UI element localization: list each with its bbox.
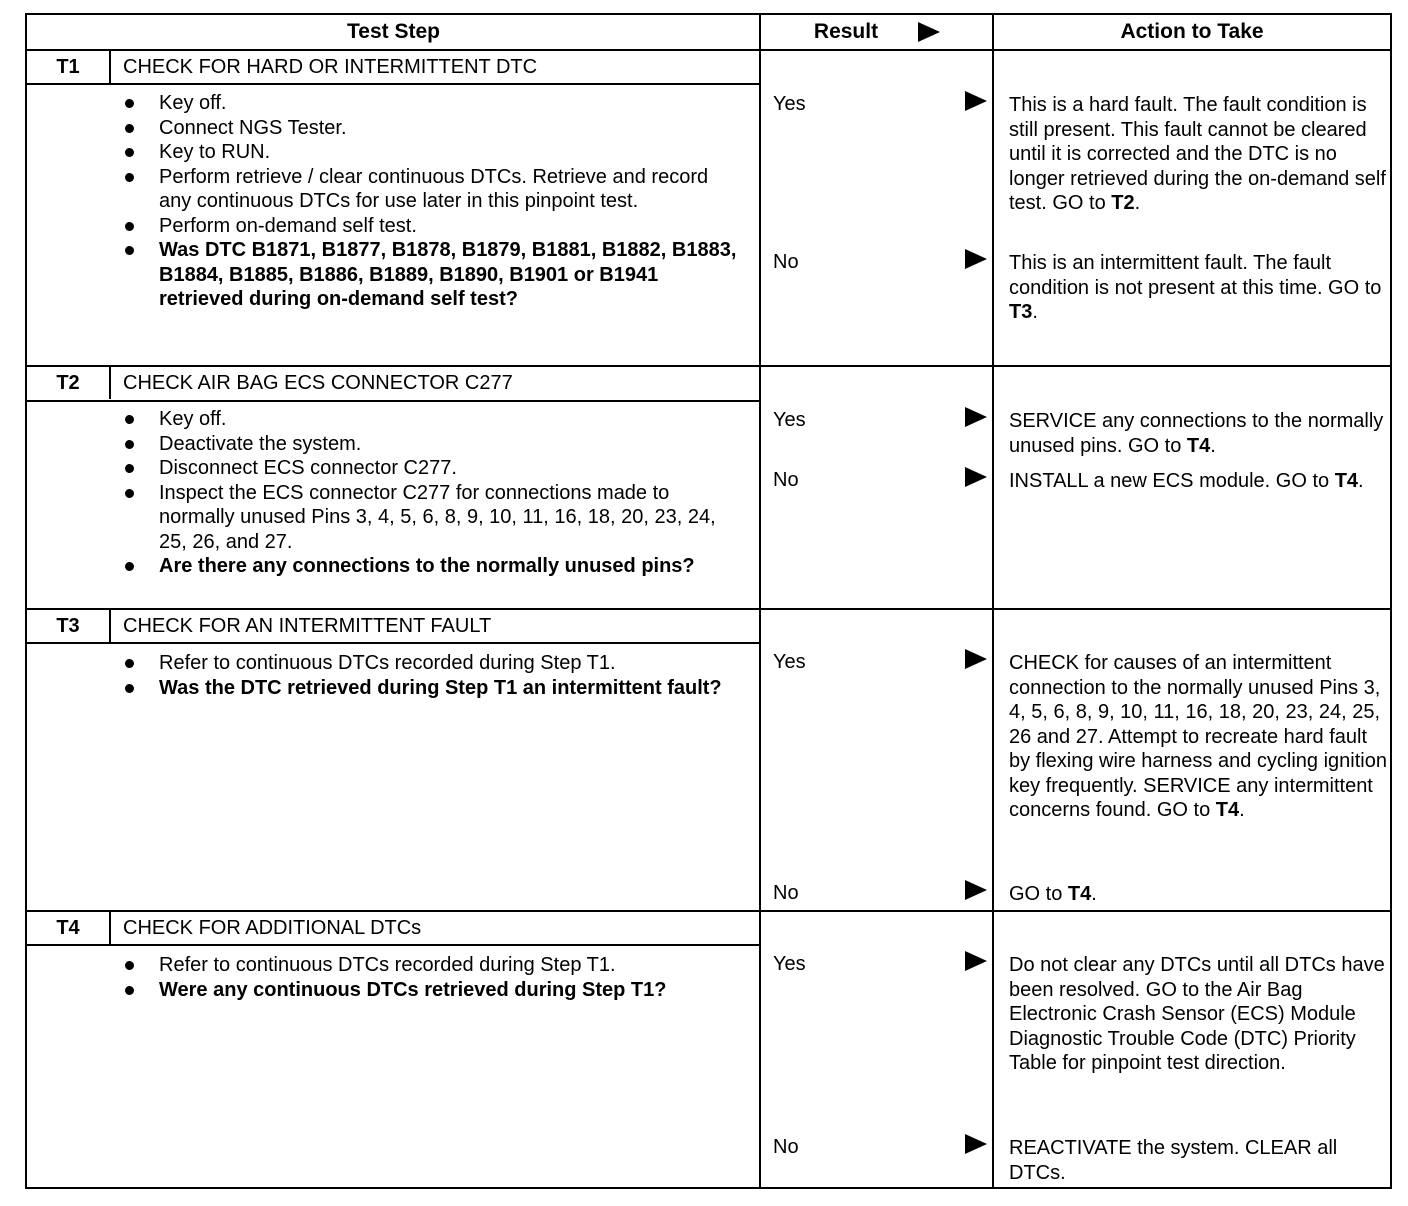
step-title: CHECK FOR ADDITIONAL DTCs bbox=[123, 916, 422, 939]
bullet-item: Disconnect ECS connector C277. bbox=[119, 456, 739, 481]
action-body: REACTIVATE the system. CLEAR all DTCs. bbox=[1009, 1137, 1338, 1184]
action-text bbox=[1009, 93, 1389, 216]
step-bullets bbox=[119, 953, 739, 1002]
header-arrow-icon bbox=[918, 22, 940, 42]
title-divider bbox=[27, 400, 760, 402]
arrow-icon bbox=[965, 249, 987, 269]
step-id: T3 bbox=[27, 610, 111, 642]
action-body: CHECK for causes of an intermittent connection to the normally unused Pins 3, 4, 5, 6, 8, 9, 10, 11, 16, 18, 20, 23, 24, 25, 26 and 27. Attempt to recreate hard fault by flexing wire harness and cycling ignition key frequently. SERVICE any intermittent concerns found. GO to bbox=[1009, 652, 1387, 821]
action-text bbox=[1009, 882, 1389, 907]
title-divider bbox=[27, 83, 760, 85]
arrow-icon bbox=[965, 649, 987, 669]
step-id: T1 bbox=[27, 51, 111, 83]
action-text bbox=[1009, 469, 1389, 494]
action-text bbox=[1009, 409, 1389, 458]
bullet-item: Deactivate the system. bbox=[119, 432, 739, 457]
arrow-icon bbox=[965, 407, 987, 427]
action-tail: . bbox=[1210, 434, 1216, 457]
arrow-icon bbox=[965, 91, 987, 111]
bullet-item: Perform on-demand self test. bbox=[119, 214, 739, 239]
step-title: CHECK AIR BAG ECS CONNECTOR C277 bbox=[123, 371, 513, 394]
arrow-icon bbox=[965, 880, 987, 900]
step-bullets bbox=[119, 91, 739, 312]
arrow-icon bbox=[965, 467, 987, 487]
action-body: GO to bbox=[1009, 883, 1068, 905]
action-body: INSTALL a new ECS module. GO to bbox=[1009, 470, 1335, 492]
goto-step: T2 bbox=[1111, 192, 1135, 214]
result-yes: Yes bbox=[773, 953, 806, 975]
action-text bbox=[1009, 953, 1389, 1076]
action-text bbox=[1009, 251, 1389, 325]
bullet-question: Were any continuous DTCs retrieved during Step T1? bbox=[119, 978, 739, 1003]
action-body: Do not clear any DTCs until all DTCs have been resolved. GO to the Air Bag Electronic Crash Sensor (ECS) Module Diagnostic Trouble Code (DTC) Priority Table for pinpoint test direction. bbox=[1009, 954, 1385, 1074]
arrow-icon bbox=[965, 951, 987, 971]
action-tail: . bbox=[1358, 470, 1364, 492]
header-action: Action to Take bbox=[994, 15, 1390, 51]
result-no: No bbox=[773, 251, 799, 273]
result-yes: Yes bbox=[773, 409, 806, 431]
step-bullets bbox=[119, 407, 739, 579]
column-divider-action bbox=[992, 15, 994, 1187]
step-title: CHECK FOR HARD OR INTERMITTENT DTC bbox=[123, 55, 538, 78]
action-body: This is a hard fault. The fault condition is still present. This fault cannot be cleared until it is corrected and the DTC is no longer retrieved during the on-demand self test. GO to bbox=[1009, 94, 1386, 214]
bullet-question: Was the DTC retrieved during Step T1 an intermittent fault? bbox=[119, 676, 739, 701]
goto-step: T4 bbox=[1215, 799, 1240, 821]
bullet-item: Refer to continuous DTCs recorded during Step T1. bbox=[119, 953, 739, 978]
bullet-item: Inspect the ECS connector C277 for connections made to normally unused Pins 3, 4, 5, 6, 8, 9, 10, 11, 16, 18, 20, 23, 24, 25, 26, and 27. bbox=[119, 481, 739, 555]
step-title: CHECK FOR AN INTERMITTENT FAULT bbox=[123, 614, 492, 637]
header-test-step: Test Step bbox=[27, 15, 760, 51]
result-no: No bbox=[773, 1136, 799, 1158]
goto-step: T4 bbox=[1186, 434, 1211, 457]
action-body: This is an intermittent fault. The fault condition is not present at this time. GO to bbox=[1009, 252, 1382, 299]
bullet-question: Was DTC B1871, B1877, B1878, B1879, B1881, B1882, B1883, B1884, B1885, B1886, B1889, B1890, B1901 or B1941 retrieved during on-demand self test? bbox=[119, 238, 739, 312]
diagnostic-table bbox=[25, 13, 1392, 1189]
result-no: No bbox=[773, 882, 799, 904]
action-body: SERVICE any connections to the normally unused pins. GO to bbox=[1009, 410, 1384, 457]
result-no: No bbox=[773, 469, 799, 491]
action-text bbox=[1009, 1136, 1389, 1185]
bullet-item: Connect NGS Tester. bbox=[119, 116, 739, 141]
header-result bbox=[760, 15, 994, 51]
result-yes: Yes bbox=[773, 651, 806, 673]
step-bullets bbox=[119, 651, 739, 700]
title-divider bbox=[27, 642, 760, 644]
goto-step: T4 bbox=[1067, 883, 1092, 905]
step-id: T2 bbox=[27, 367, 111, 399]
title-divider bbox=[27, 944, 760, 946]
goto-step: T4 bbox=[1334, 470, 1359, 492]
action-tail: . bbox=[1134, 192, 1141, 214]
goto-step: T3 bbox=[1009, 301, 1033, 323]
action-tail: . bbox=[1239, 799, 1245, 821]
arrow-icon bbox=[965, 1134, 987, 1154]
action-text bbox=[1009, 651, 1389, 823]
column-divider-result bbox=[759, 15, 761, 1187]
action-tail: . bbox=[1091, 883, 1097, 905]
bullet-item: Key off. bbox=[119, 407, 739, 432]
bullet-item: Refer to continuous DTCs recorded during Step T1. bbox=[119, 651, 739, 676]
result-yes: Yes bbox=[773, 93, 806, 115]
step-id: T4 bbox=[27, 912, 111, 944]
bullet-item: Key to RUN. bbox=[119, 140, 739, 165]
bullet-question: Are there any connections to the normally unused pins? bbox=[119, 554, 739, 579]
header-result-label: Result bbox=[813, 20, 879, 43]
action-tail: . bbox=[1032, 301, 1038, 323]
bullet-item: Perform retrieve / clear continuous DTCs. Retrieve and record any continuous DTCs for use later in this pinpoint test. bbox=[119, 165, 739, 214]
bullet-item: Key off. bbox=[119, 91, 739, 116]
